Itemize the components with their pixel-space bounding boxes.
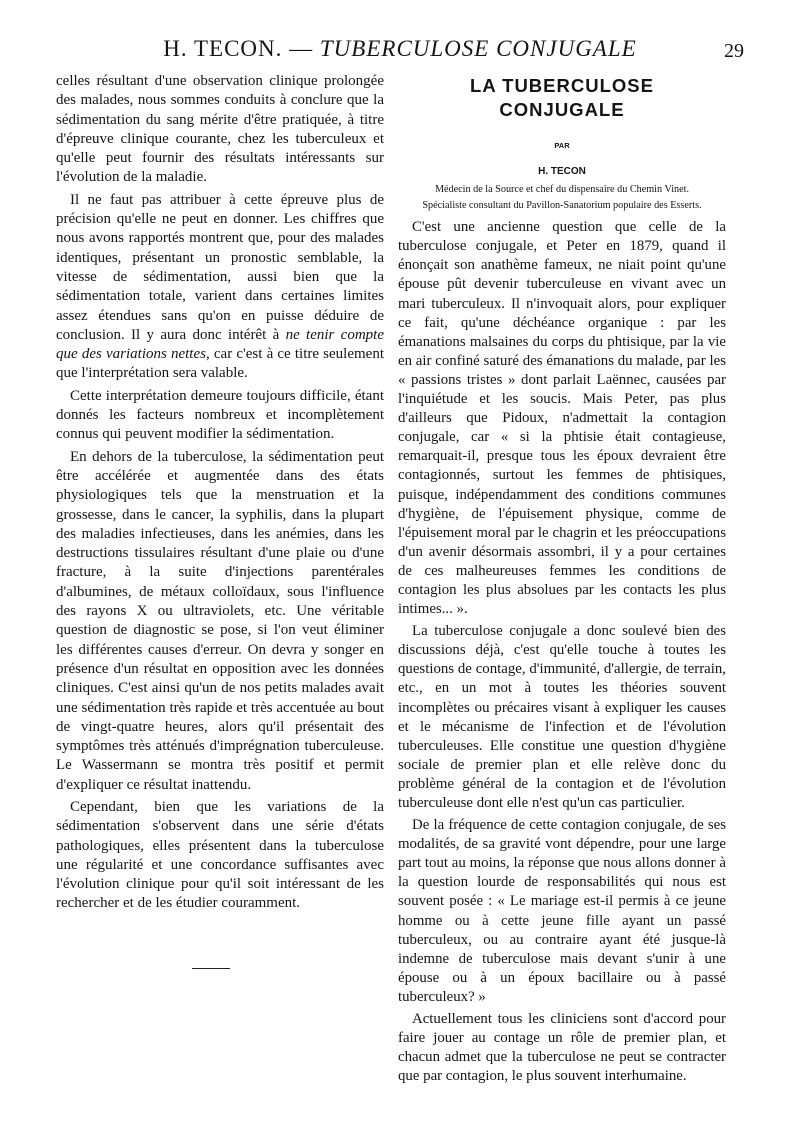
byline-par: PAR [554, 141, 570, 150]
left-paragraph-2-italic: ne tenir compte que des variations nettes [56, 326, 384, 363]
article-title-line-1: LA TUBERCULOSE [470, 75, 654, 96]
running-dash: — [289, 36, 314, 61]
right-column [398, 72, 726, 1086]
right-paragraph-3: De la fréquence de cette contagion conjugale, de ses modalités, de sa gravité vont dépendre, pour une large part tout au moins, la réponse que nous allons donner à la question lourde de responsabilités qui nous est souvent posée : « Le mariage est-il permis à ce jeune homme ou à cette jeune fille ayant un passé tuberculeux, ou au contraire ayant été jusque-là indemne de tuberculose mais devant s'unir à une épouse ou à un époux bacillaire ou à passé tuberculeux? » [398, 817, 726, 1005]
author-affiliation [398, 183, 726, 212]
left-paragraph-2-start: Il ne faut pas attribuer à cette épreuve plus de précision qu'elle ne peut en donner. Les chiffres que nous avons rapportés montrent que, pour des malades identiques, présentant un pronostic semblable, la vitesse de sédimentation, aussi bien que la sédimentation totale, varient dans certaines limites assez étendues sans qu'on en puisse déduire de conclusion. Il y aura donc intérêt à [56, 191, 384, 343]
running-author: H. TECON. [163, 36, 283, 61]
right-paragraph-4: Actuellement tous les cliniciens sont d'accord pour faire jouer au contage un rôle de premier plan, et chacun admet que la tuberculose ne peut se contracter que par contagion, le plus souvent interhumaine. [398, 1011, 726, 1085]
running-journal-title: TUBERCULOSE CONJUGALE [319, 36, 637, 61]
article-title [398, 74, 726, 122]
left-paragraph-4: En dehors de la tuberculose, la sédimentation peut être accélérée et augmentée dans des états physiologiques tels que la menstruation et la grossesse, dans le cancer, la syphilis, dans la plupart des maladies infectieuses, dans les anémies, dans les destructions tissulaires résultant d'une plaie ou d'une fracture, à la suite d'injections parentérales d'albumines, de métaux colloïdaux, sous l'influence des rayons X ou ultraviolets, etc. Une véritable question de diagnostic se pose, si l'on veut éliminer les différentes causes d'erreur. On devra y songer en présence d'un résultat en opposition avec les données cliniques. C'est ainsi qu'un de nos petits malades avait une sédimentation très rapide et très accentuée au bout de vingt-quatre heures, alors qu'il présentait des symptômes très atténués d'imprégnation tuberculeuse. Le Wassermann se montra très positif et permit d'expliquer ce résultat inattendu. [56, 448, 384, 793]
left-paragraph-1: celles résultant d'une observation clinique prolongée des malades, nous sommes conduits à conclure que la sédimentation du sang mérite d'être pratiquée, à titre d'épreuve clinique courante, chez les tuberculeux et qu'elle peut fournir des résultats intéressants sur l'évolution de la maladie. [56, 73, 384, 186]
running-head [0, 36, 800, 70]
running-title [0, 36, 800, 62]
left-paragraph-3: Cette interprétation demeure toujours difficile, étant donnés les facteurs nombreux et incomplètement connus qui peuvent modifier la sédimentation. [56, 387, 384, 443]
section-end-rule [192, 968, 230, 969]
right-paragraph-2: La tuberculose conjugale a donc soulevé bien des discussions déjà, c'est qu'elle touche à toutes les questions de contage, d'immunité, d'allergie, de terrain, etc., en un mot à toutes les théories souvent incomplètes ou précaires visant à expliquer les causes et le mécanisme de l'infection et de l'évolution tuberculeuses. Elle constitue une question d'hygiène sociale de premier plan et elle relève donc du problème général de la contagion et de l'évolution tuberculeuse dont elle n'est qu'un cas particulier. [398, 623, 726, 811]
left-paragraph-2-end: , car c'est à ce titre seulement que l'interprétation sera valable. [56, 346, 384, 382]
article-title-line-2: CONJUGALE [499, 99, 625, 120]
right-paragraph-1: C'est une ancienne question que celle de la tuberculose conjugale, et Peter en 1879, quand il énonçait son anathème fameux, ne niait point qu'une épouse pût devenir tuberculeuse en vivant avec un mari tuberculeux. Il n'invoquait alors, pour expliquer ce fait, qu'une déchéance organique : par les émanations malsaines du corps du phtisique, par la vie en air confiné saturé des émanations du malade, par les « passions tristes » dont parlait Laënnec, causées par l'inquiétude et les soucis. Mais Peter, pas plus d'ailleurs que Pidoux, n'admettait la contagion conjugale, car « si la phtisie était contagieuse, remarquait-il, presque tous les époux devraient être contagionnés, surtout les femmes de phtisiques, puisque, indépendamment des conditions communes d'hygiène, de l'épuisement physique, comme de l'épuisement moral par le chagrin et les préoccupations d'un avenir désormais assombri, il y a pour certaines de ces malheureuses femmes les conditions de contagion les plus absolues par les contacts les plus intimes... ». [398, 219, 726, 618]
affiliation-line-1: Médecin de la Source et chef du dispensaire du Chemin Vinet. [434, 184, 690, 196]
left-paragraph-5: Cependant, bien que les variations de la sédimentation s'observent dans une série d'états pathologiques, elles présentent dans la tuberculose une régularité et une concordance suffisantes avec l'évolution clinique pour qu'il soit intéressant de les rechercher et de les étudier couramment. [56, 798, 384, 912]
page-number: 29 [724, 40, 744, 62]
left-paragraph-2 [56, 191, 384, 384]
left-column [56, 72, 384, 914]
affiliation-line-2: Spécialiste consultant du Pavillon-Sanatorium populaire des Esserts. [422, 200, 702, 212]
byline-author: H. TECON [538, 166, 586, 178]
